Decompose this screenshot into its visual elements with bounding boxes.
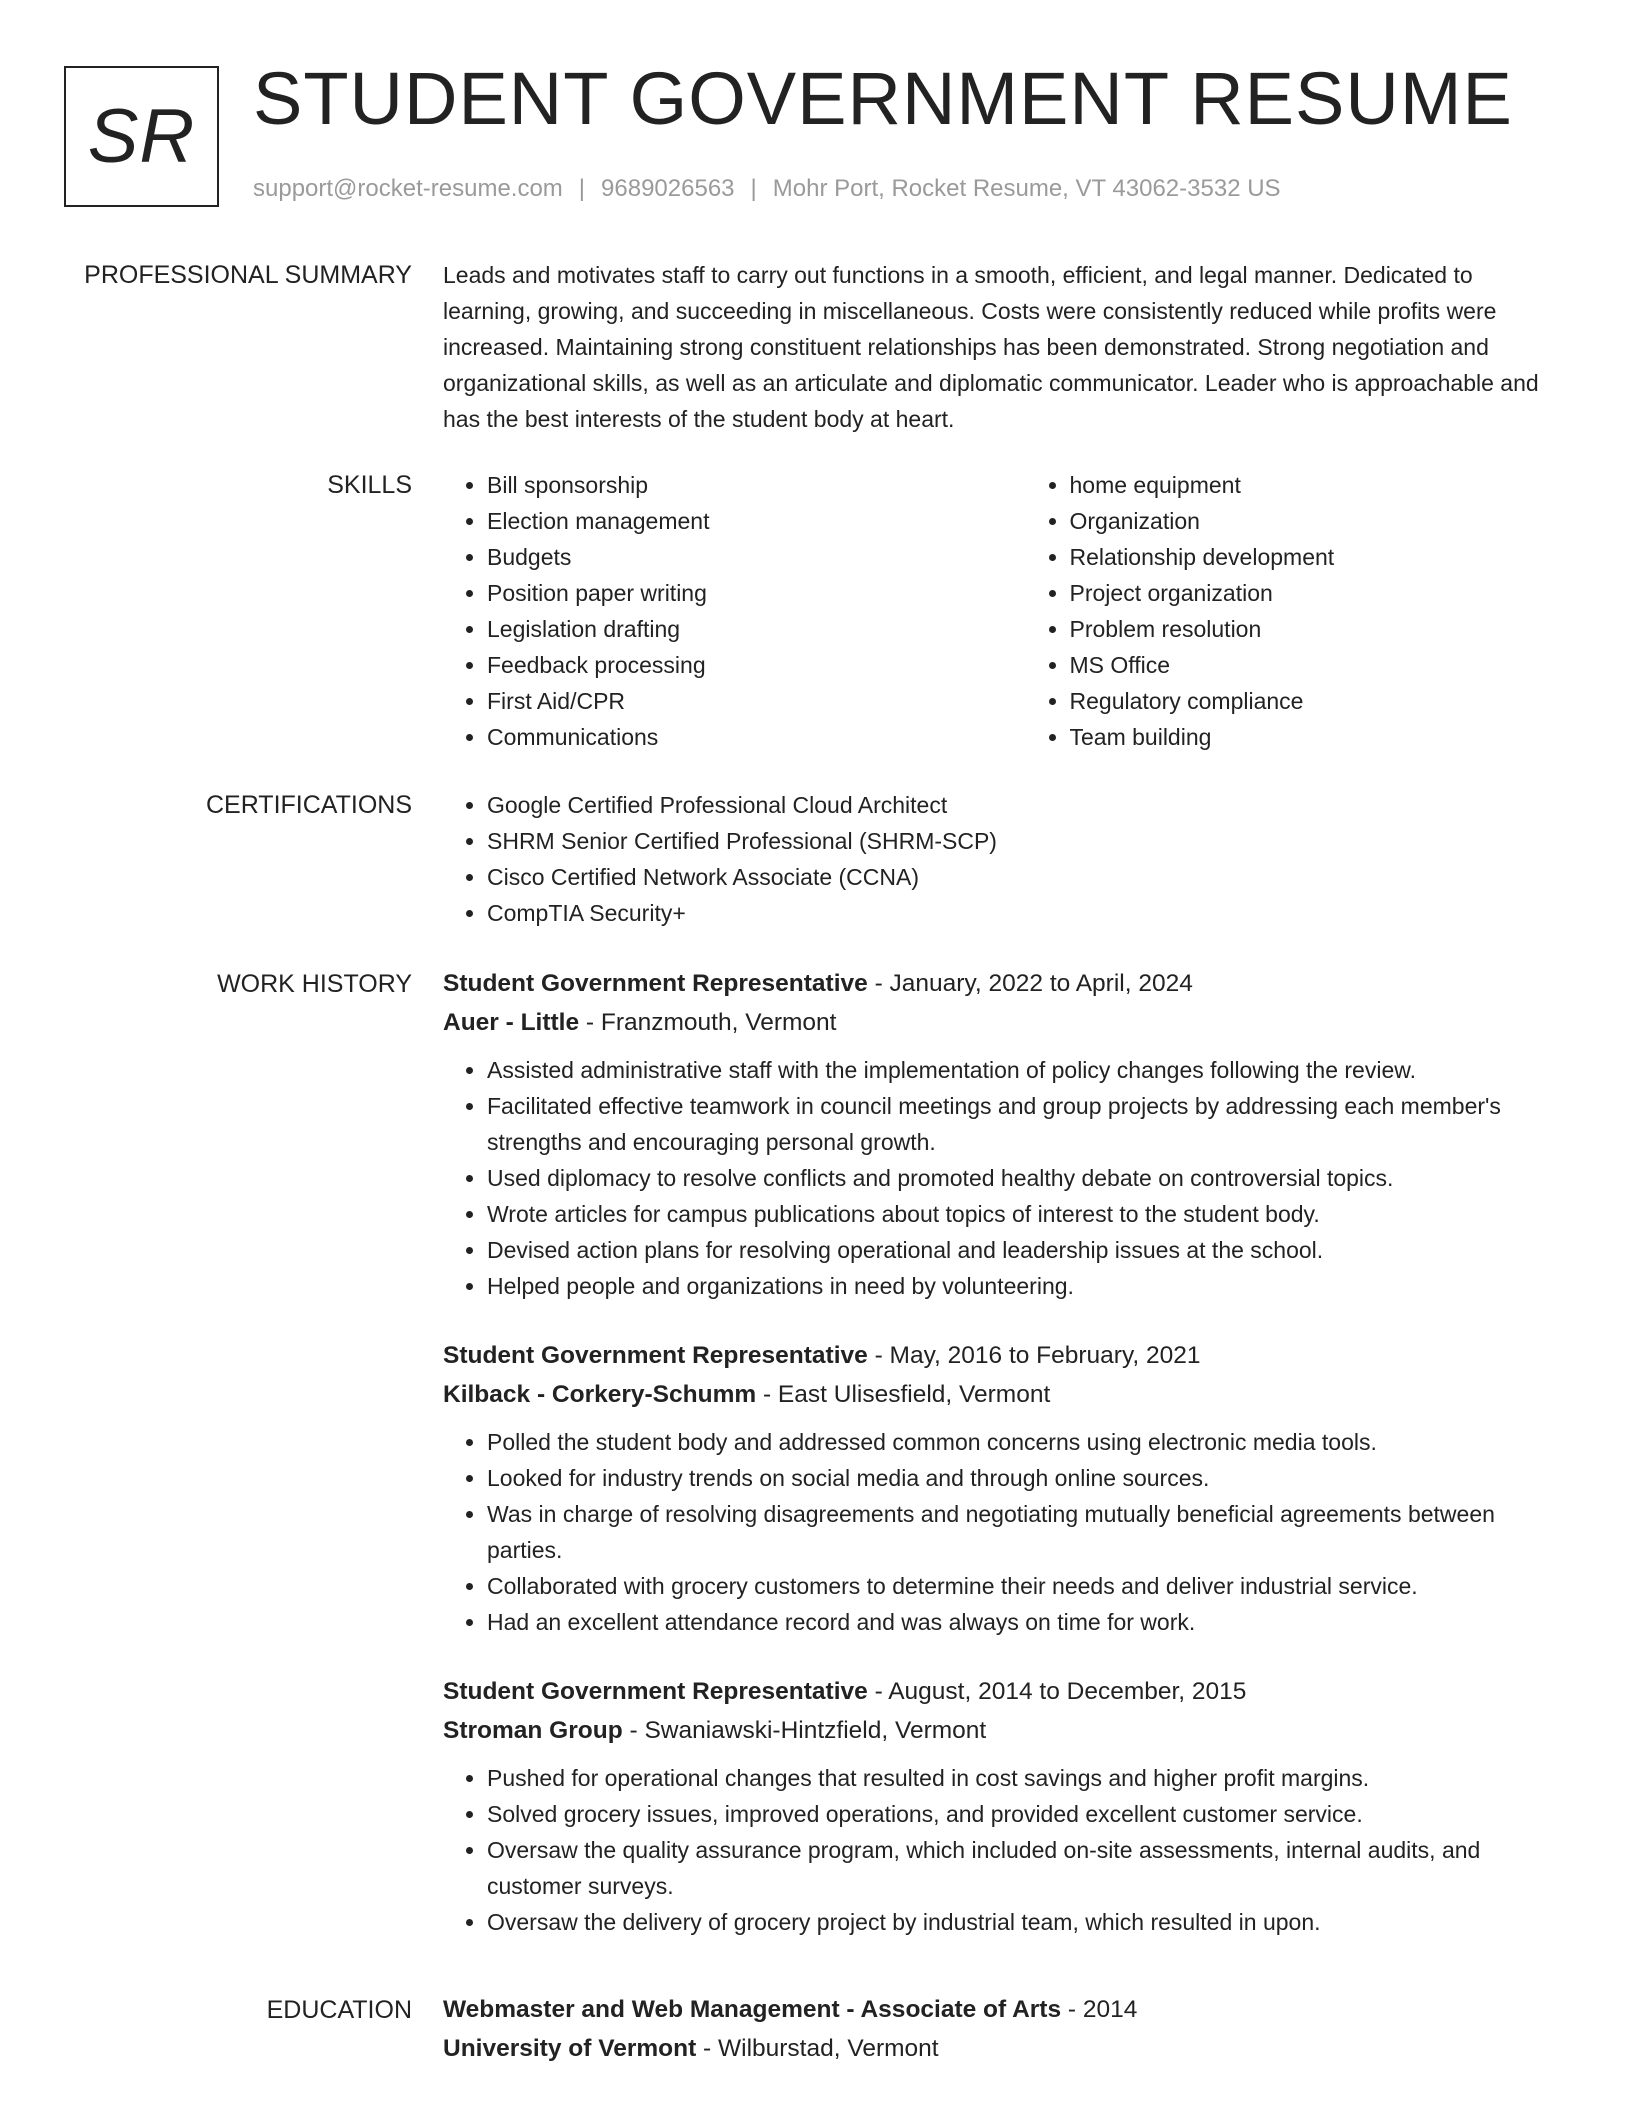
employer: Auer - Little [443, 1009, 580, 1036]
email[interactable]: support@rocket-resume.com [253, 175, 563, 202]
certifications-list [443, 787, 1563, 931]
list-item: • Team building [1070, 719, 1564, 755]
skills-list-right [1026, 467, 1564, 755]
section-label: SKILLS [327, 471, 412, 499]
list-item: • Feedback processing [487, 647, 981, 683]
degree: Webmaster and Web Management - Associate of Arts [443, 1996, 1062, 2023]
job-location: - Franzmouth, Vermont [579, 1009, 837, 1036]
job-title: Student Government Representative [443, 1678, 868, 1705]
job-entry [443, 1672, 1563, 1940]
section-label: WORK HISTORY [217, 970, 412, 998]
list-item: • Helped people and organizations in need by volunteering. [487, 1268, 1563, 1304]
list-item: • Budgets [487, 539, 981, 575]
monogram: SR [64, 66, 219, 207]
list-item: • Used diplomacy to resolve conflicts and promoted healthy debate on controversial topics. [487, 1160, 1563, 1196]
list-item: • Devised action plans for resolving operational and leadership issues at the school. [487, 1232, 1563, 1268]
job-location: - Swaniawski-Hintzfield, Vermont [622, 1717, 987, 1744]
education-year: - 2014 [1061, 1996, 1138, 2023]
list-item: • Position paper writing [487, 575, 981, 611]
list-item: • Was in charge of resolving disagreements and negotiating mutually beneficial agreements between parties. [487, 1496, 1563, 1568]
section-label: CERTIFICATIONS [205, 791, 412, 819]
list-item: • Solved grocery issues, improved operations, and provided excellent customer service. [487, 1796, 1563, 1832]
employer: Stroman Group [443, 1717, 623, 1744]
list-item: • Oversaw the delivery of grocery project by industrial team, which resulted in upon. [487, 1904, 1563, 1940]
summary-text: Leads and motivates staff to carry out functions in a smooth, efficient, and legal manner. Dedicated to learning, growing, and succeeding in miscellaneous. Costs were consistently reduced while profits were increased. Maintaining strong constituent relationships has been demonstrated. Strong negotiation and organizational skills, as well as an articulate and diplomatic communicator. Leader who is approachable and has the best interests of the student body at heart. [443, 262, 1539, 432]
job-dates: - August, 2014 to December, 2015 [867, 1678, 1247, 1705]
list-item: • Facilitated effective teamwork in council meetings and group projects by addressing each member's strengths and encouraging personal growth. [487, 1088, 1563, 1160]
list-item: • SHRM Senior Certified Professional (SHRM-SCP) [487, 823, 1563, 859]
list-item: • Assisted administrative staff with the implementation of policy changes following the review. [487, 1052, 1563, 1088]
list-item: • CompTIA Security+ [487, 895, 1563, 931]
list-item: • Cisco Certified Network Associate (CCNA) [487, 859, 1563, 895]
list-item: • MS Office [1070, 647, 1564, 683]
job-location: - East Ulisesfield, Vermont [756, 1381, 1051, 1408]
list-item: • Oversaw the quality assurance program, which included on-site assessments, internal audits, and customer surveys. [487, 1832, 1563, 1904]
list-item: • First Aid/CPR [487, 683, 981, 719]
job-dates: - January, 2022 to April, 2024 [867, 970, 1193, 997]
separator: | [750, 175, 757, 202]
job-entry [443, 1336, 1563, 1640]
job-bullets [443, 1760, 1563, 1940]
section-label: EDUCATION [266, 1996, 412, 2024]
job-dates: - May, 2016 to February, 2021 [867, 1342, 1201, 1369]
list-item: • Google Certified Professional Cloud Architect [487, 787, 1563, 823]
list-item: • Organization [1070, 503, 1564, 539]
school-location: - Wilburstad, Vermont [696, 2035, 939, 2062]
job-bullets [443, 1424, 1563, 1640]
list-item: • Project organization [1070, 575, 1564, 611]
job-entry [443, 964, 1563, 1304]
list-item: • Had an excellent attendance record and was always on time for work. [487, 1604, 1563, 1640]
list-item: • Looked for industry trends on social media and through online sources. [487, 1460, 1563, 1496]
list-item: • Relationship development [1070, 539, 1564, 575]
list-item: • Problem resolution [1070, 611, 1564, 647]
separator: | [578, 175, 586, 202]
school: University of Vermont [443, 2035, 697, 2062]
list-item: • Election management [487, 503, 981, 539]
job-title: Student Government Representative [443, 970, 868, 997]
list-item: • Polled the student body and addressed common concerns using electronic media tools. [487, 1424, 1563, 1460]
list-item: • Pushed for operational changes that resulted in cost savings and higher profit margins. [487, 1760, 1563, 1796]
job-title: Student Government Representative [443, 1342, 868, 1369]
list-item: • Legislation drafting [487, 611, 981, 647]
contact-line [253, 175, 1281, 203]
list-item: • Collaborated with grocery customers to determine their needs and deliver industrial service. [487, 1568, 1563, 1604]
section-label: PROFESSIONAL SUMMARY [84, 261, 412, 289]
address: Mohr Port, Rocket Resume, VT 43062-3532 US [772, 175, 1281, 202]
job-bullets [443, 1052, 1563, 1304]
list-item: • Regulatory compliance [1070, 683, 1564, 719]
list-item: • Bill sponsorship [487, 467, 981, 503]
list-item: • Communications [487, 719, 981, 755]
resume-title: STUDENT GOVERNMENT RESUME [253, 57, 1513, 140]
phone: 9689026563 [601, 175, 735, 202]
list-item: • Wrote articles for campus publications about topics of interest to the student body. [487, 1196, 1563, 1232]
list-item: • home equipment [1070, 467, 1564, 503]
employer: Kilback - Corkery-Schumm [443, 1381, 757, 1408]
skills-list-left [443, 467, 981, 755]
